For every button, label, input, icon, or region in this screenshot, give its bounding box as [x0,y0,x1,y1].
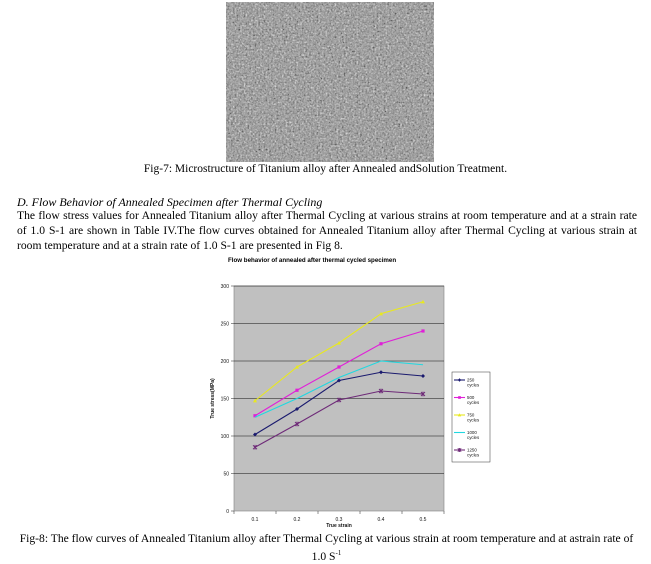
paragraph-line: room temperature and at a strain rate of 1.0 S-1 are presented in Fig 8. [17,239,343,253]
figure-7-caption: Fig-7: Microstructure of Titanium alloy after Annealed andSolution Treatment. [143,163,508,175]
chart-title: Flow behavior of annealed after thermal cycled specimen [228,257,397,264]
legend-label-suffix: cycles [467,382,480,388]
y-tick-label: 200 [220,358,229,365]
legend-label-suffix: cycles [467,435,480,440]
figure-8-caption-line1: Fig-8: The flow curves of Annealed Titanium alloy after Thermal Cycling at various strain at room temperature and at astrain rate of [19,532,634,545]
y-tick-label: 0 [226,508,229,515]
legend-label-suffix: cycles [467,417,480,423]
legend-label: 250 [467,377,475,383]
y-tick-label: 250 [220,321,229,328]
x-tick-label: 0.3 [335,517,343,523]
y-tick-label: 150 [220,396,229,403]
microstructure-image [226,2,434,162]
marker-square [379,342,382,345]
section-heading: D. Flow Behavior of Annealed Specimen after Thermal Cycling [17,195,323,209]
legend-label: 1000 [467,430,477,435]
figure-8-caption-line2 [312,550,342,563]
legend-label: 750 [467,412,475,418]
micrograph-texture [226,2,434,162]
y-tick-label: 100 [220,433,229,440]
x-tick-label: 0.5 [419,517,427,523]
legend-label: 1250 [467,447,477,453]
flow-curve-chart [200,276,500,532]
caption-strain-rate: 1.0 S [311,549,336,563]
marker-square [295,389,298,392]
x-tick-label: 0.2 [293,517,301,523]
paragraph-line: of 1.0 S-1 are shown in Table IV.The flow curves obtained for Annealed Titanium alloy after Thermal Cycling at various strain at [17,224,637,238]
x-tick-label: 0.4 [377,517,385,523]
x-axis-label: True strain [326,523,352,529]
caption-exponent: -1 [335,549,342,557]
paragraph-line: The flow stress values for Annealed Titanium alloy after Thermal Cycling at various strains at room temperature and at a strain rate [17,209,637,222]
x-tick-label: 0.1 [251,517,259,523]
marker-square [421,329,424,332]
y-tick-label: 300 [220,283,229,290]
legend-label: 500 [467,395,475,400]
figure-8-caption [14,531,639,564]
legend-label-suffix: cycles [467,400,480,405]
y-tick-label: 50 [223,471,229,478]
chart-svg [200,276,500,532]
marker-square [337,365,340,368]
y-axis-label: True stress(MPa) [210,378,216,419]
body-paragraph [17,208,637,254]
marker-square [458,396,461,399]
legend-label-suffix: cycles [467,452,480,458]
